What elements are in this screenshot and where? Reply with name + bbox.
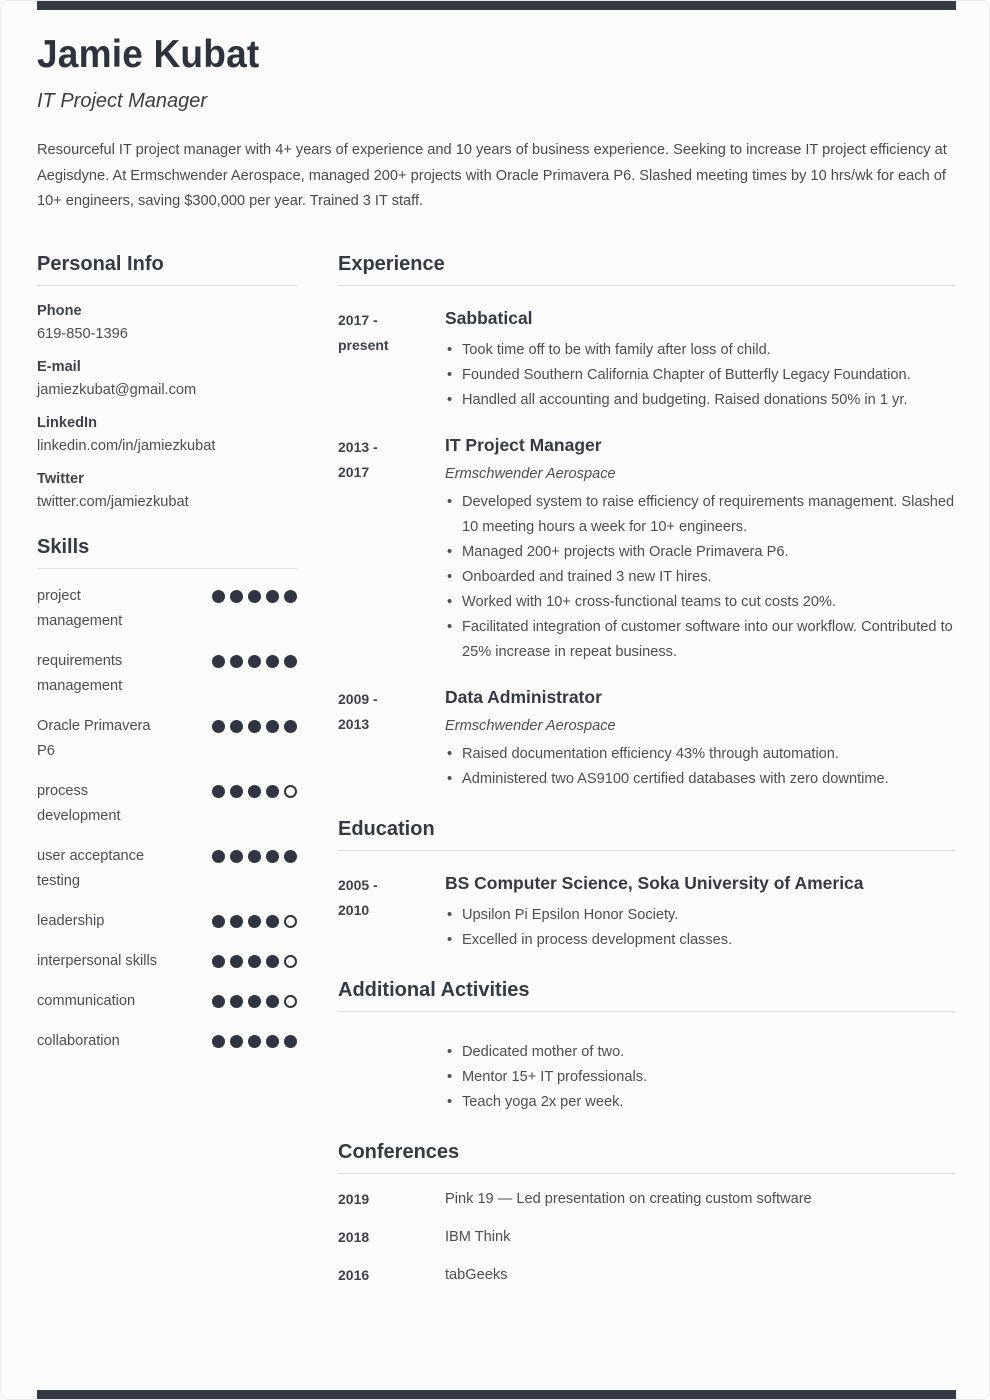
entry-dates [338,433,445,665]
experience-entry [338,433,955,665]
conference-text: IBM Think [445,1228,511,1245]
top-accent-bar [37,1,956,10]
rating-dot-filled [248,590,261,603]
entry-dates [338,685,445,792]
skill-rating [212,1029,297,1054]
experience-entries [338,306,955,792]
personal-info-label: Twitter [37,470,84,487]
additional-activities-heading: Additional Activities [338,979,955,1012]
bullet-item: • Managed 200+ projects with Oracle Primavera P6. [445,540,955,565]
rating-dot-filled [266,1035,279,1048]
profile-summary: Resourceful IT project manager with 4+ years of experience and 10 years of business experience. Seeking to increase IT project efficiency at Aegisdyne. At Ermschwender Aerospace, managed 200+ projects with Oracle Primavera P6. Slashed meeting times by 10 hrs/wk for each of 10+ engineers, saving $300,000 per year. Trained 3 IT staff. [37,142,947,209]
entry-date-end: 2017 [338,463,370,480]
experience-section [338,253,955,792]
bullet-item: • Founded Southern California Chapter of Butterfly Legacy Foundation. [445,363,955,388]
rating-dot-filled [266,915,279,928]
skill-name: requirements management [37,652,123,694]
rating-dot-filled [212,915,225,928]
rating-dot-filled [248,955,261,968]
skill-row [37,649,297,699]
personal-info-item [37,415,297,454]
entry-dates [338,871,445,953]
bullet-item: • Administered two AS9100 certified databases with zero downtime. [445,767,955,792]
rating-dot-filled [266,655,279,668]
personal-info-label: E-mail [37,358,81,375]
rating-dot-empty [284,995,297,1008]
entry-date-start: 2013 - [338,438,378,455]
education-entries [338,871,955,953]
skill-row [37,949,297,974]
rating-dot-filled [230,655,243,668]
rating-dot-filled [230,955,243,968]
rating-dot-filled [230,915,243,928]
skill-rating [212,584,297,634]
skill-row [37,844,297,894]
education-entry [338,871,955,953]
rating-dot-empty [284,915,297,928]
education-section [338,818,955,953]
skill-row [37,1029,297,1054]
rating-dot-filled [248,850,261,863]
entry-date-start: 2009 - [338,690,378,707]
resume-columns [37,253,955,1288]
experience-entry [338,306,955,413]
additional-activities-entries [338,1032,955,1115]
rating-dot-filled [284,590,297,603]
entry-title: Sabbatical [445,307,533,328]
rating-dot-filled [212,955,225,968]
entry-bullets [445,742,955,792]
skill-rating [212,989,297,1014]
bullet-item: • Mentor 15+ IT professionals. [445,1065,955,1090]
rating-dot-filled [212,720,225,733]
person-job-title: IT Project Manager [37,90,208,112]
rating-dot-filled [284,720,297,733]
experience-entry [338,685,955,792]
skill-rating [212,649,297,699]
right-column [338,253,955,1288]
entry-dates [338,306,445,413]
rating-dot-filled [248,720,261,733]
rating-dot-filled [230,590,243,603]
skills-heading: Skills [37,536,297,569]
bullet-item: • Developed system to raise efficiency of requirements management. Slashed 10 meeting hours a week for 10+ engineers. [445,490,955,540]
bullet-item: • Handled all accounting and budgeting. Raised donations 50% in 1 yr. [445,388,955,413]
rating-dot-filled [284,1035,297,1048]
entry-date-start: 2005 - [338,876,378,893]
rating-dot-filled [266,785,279,798]
conference-text: Pink 19 — Led presentation on creating custom software [445,1190,812,1207]
skill-rating [212,844,297,894]
bullet-item: • Upsilon Pi Epsilon Honor Society. [445,903,955,928]
skill-name: Oracle Primavera P6 [37,717,151,759]
resume-header [37,1,955,215]
conference-row [338,1263,955,1288]
skill-name: communication [37,992,136,1009]
entry-date-end: present [338,336,389,353]
skill-rating [212,779,297,829]
skills-section [37,536,297,1054]
entry-body [445,1032,955,1115]
personal-info-heading: Personal Info [37,253,297,286]
skill-name: process development [37,782,121,824]
entry-body [445,685,955,792]
bullet-item: • Dedicated mother of two. [445,1040,955,1065]
entry-bullets [445,1040,955,1115]
entry-bullets [445,903,955,953]
rating-dot-filled [266,995,279,1008]
bullet-item: • Worked with 10+ cross-functional teams to cut costs 20%. [445,590,955,615]
bullet-item: • Took time off to be with family after loss of child. [445,338,955,363]
additional-activities-section [338,979,955,1115]
personal-info-value: linkedin.com/in/jamiezkubat [37,437,216,454]
rating-dot-filled [230,1035,243,1048]
rating-dot-filled [266,590,279,603]
skill-rating [212,714,297,764]
bullet-item: • Facilitated integration of customer software into our workflow. Contributed to 25% increase in repeat business. [445,615,955,665]
entry-title: IT Project Manager [445,434,602,455]
rating-dot-empty [284,955,297,968]
rating-dot-filled [212,1035,225,1048]
skill-row [37,584,297,634]
entry-date-end: 2013 [338,715,370,732]
conference-row [338,1187,955,1212]
personal-info-section [37,253,297,510]
entry-date-start: 2017 - [338,311,378,328]
left-column [37,253,297,1288]
skill-row [37,909,297,934]
conference-row [338,1225,955,1250]
entry-company: Ermschwender Aerospace [445,717,616,734]
entry-bullets [445,338,955,413]
rating-dot-filled [248,785,261,798]
skills-list [37,584,297,1054]
bullet-item: • Excelled in process development classes. [445,928,955,953]
rating-dot-empty [284,785,297,798]
skill-rating [212,949,297,974]
rating-dot-filled [212,995,225,1008]
skill-name: leadership [37,912,105,929]
rating-dot-filled [212,785,225,798]
skill-rating [212,909,297,934]
personal-info-item [37,359,297,398]
personal-info-item [37,471,297,510]
experience-heading: Experience [338,253,955,286]
skill-name: user acceptance testing [37,847,145,889]
conferences-list [338,1187,955,1288]
rating-dot-filled [230,720,243,733]
skill-row [37,779,297,829]
entry-bullets [445,490,955,665]
skill-name: collaboration [37,1032,120,1049]
skill-row [37,714,297,764]
skill-name: interpersonal skills [37,952,158,969]
conference-year: 2018 [338,1228,370,1245]
conference-text: tabGeeks [445,1266,508,1283]
rating-dot-filled [212,590,225,603]
entry-company: Ermschwender Aerospace [445,465,616,482]
personal-info-value: twitter.com/jamiezkubat [37,493,189,510]
entry-date-end: 2010 [338,901,370,918]
bullet-item: • Raised documentation efficiency 43% through automation. [445,742,955,767]
personal-info-label: Phone [37,302,82,319]
conferences-section [338,1141,955,1288]
education-heading: Education [338,818,955,851]
entry-body [445,433,955,665]
rating-dot-filled [230,785,243,798]
personal-info-item [37,303,297,342]
entry-dates [338,1032,445,1115]
resume-content [1,1,989,1288]
rating-dot-filled [284,850,297,863]
bullet-item: • Teach yoga 2x per week. [445,1090,955,1115]
rating-dot-filled [248,995,261,1008]
rating-dot-filled [266,955,279,968]
rating-dot-filled [248,1035,261,1048]
bullet-item: • Onboarded and trained 3 new IT hires. [445,565,955,590]
rating-dot-filled [230,850,243,863]
rating-dot-filled [266,720,279,733]
personal-info-value: 619-850-1396 [37,325,128,342]
bottom-accent-bar [37,1390,956,1399]
conference-year: 2019 [338,1190,370,1207]
rating-dot-filled [266,850,279,863]
personal-info-list [37,303,297,510]
rating-dot-filled [212,655,225,668]
rating-dot-filled [248,915,261,928]
entry-body [445,871,955,953]
entry-title: BS Computer Science, Soka University of America [445,872,864,893]
rating-dot-filled [212,850,225,863]
skill-name: project management [37,587,123,629]
conference-year: 2016 [338,1266,370,1283]
person-name: Jamie Kubat [37,33,260,76]
entry-title: Data Administrator [445,686,602,707]
personal-info-label: LinkedIn [37,414,97,431]
conferences-heading: Conferences [338,1141,955,1174]
rating-dot-filled [284,655,297,668]
activities-entry [338,1032,955,1115]
rating-dot-filled [248,655,261,668]
skill-row [37,989,297,1014]
personal-info-value: jamiezkubat@gmail.com [37,381,197,398]
entry-body [445,306,955,413]
rating-dot-filled [230,995,243,1008]
